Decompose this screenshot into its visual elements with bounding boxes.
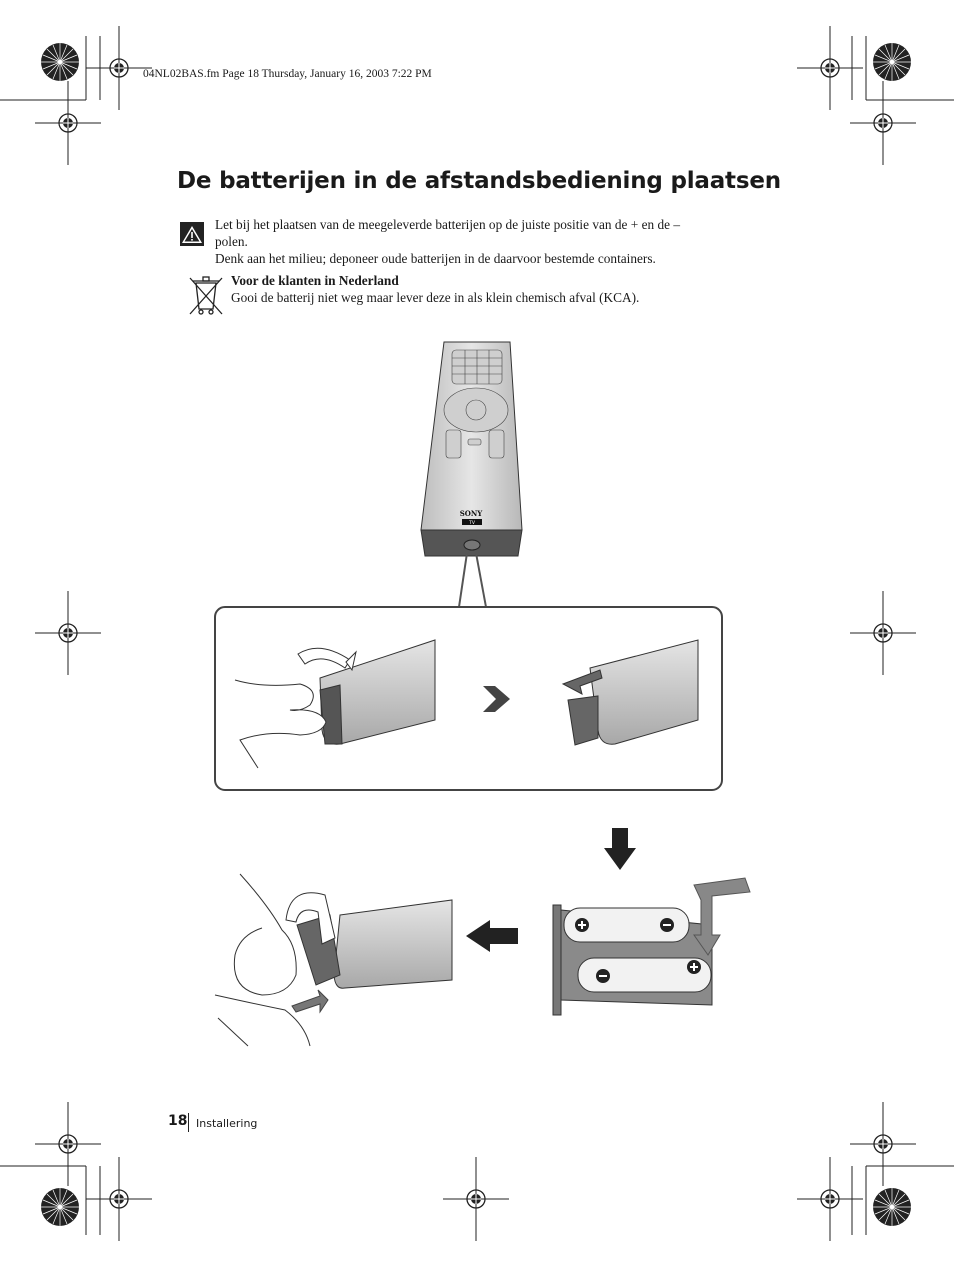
footer-divider bbox=[188, 1113, 189, 1132]
footer-section-label: Installering bbox=[196, 1117, 258, 1130]
page-number: 18 bbox=[168, 1113, 188, 1129]
disposal-body: Gooi de batterij niet weg maar lever deze in als klein chemisch afval (KCA). bbox=[231, 290, 640, 305]
remote-tv-label: TV bbox=[469, 521, 475, 526]
disposal-heading: Voor de klanten in Nederland bbox=[231, 273, 399, 288]
caution-line-1: Let bij het plaatsen van de meegeleverde batterijen op de juiste positie van de + en de – bbox=[215, 217, 680, 232]
file-info-header: 04NL02BAS.fm Page 18 Thursday, January 16, 2003 7:22 PM bbox=[143, 68, 432, 80]
remote-brand: SONY bbox=[459, 509, 483, 518]
caution-line-3: Denk aan het milieu; deponeer oude batterijen in de daarvoor bestemde containers. bbox=[215, 251, 656, 266]
caution-line-2: polen. bbox=[215, 234, 248, 249]
page-title: De batterijen in de afstandsbediening plaatsen bbox=[177, 168, 781, 194]
